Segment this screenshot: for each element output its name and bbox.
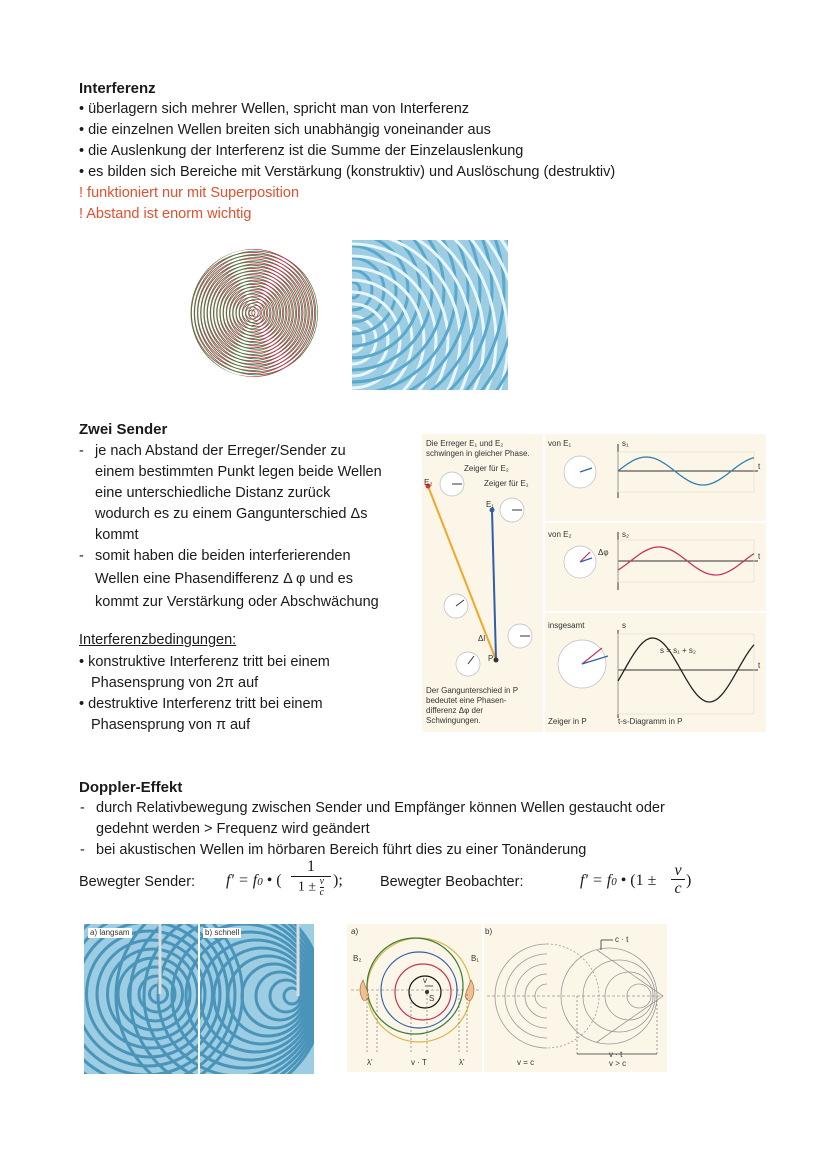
text-line: Phasensprung von π auf [91, 717, 251, 733]
label-c-t: c · t [615, 935, 629, 944]
label-t: t [758, 661, 761, 670]
label-v-t: v · T [411, 1058, 427, 1067]
label-von-e1: von E₁ [548, 439, 572, 448]
label-s2: s₂ [622, 530, 630, 539]
bedingung-konstruktiv [79, 652, 330, 694]
label-b1: B₁ [471, 954, 480, 963]
bedingung-destruktiv [79, 694, 323, 736]
label-p: P [488, 654, 494, 663]
interferenz-note-1: ! funktioniert nur mit Superposition [79, 185, 300, 201]
label-b2: B₂ [353, 954, 362, 963]
label-insgesamt: insgesamt [548, 621, 585, 630]
label-delta-l: Δl [478, 634, 486, 643]
text-line: differenz Δφ der [426, 706, 484, 715]
label-v-t-2: v · t [609, 1050, 623, 1059]
label-e2: E₂ [424, 478, 433, 487]
label-zeiger-in-p: Zeiger in P [548, 717, 587, 726]
text-line: Wellen eine Phasendifferenz Δ φ und es [95, 571, 353, 587]
zwei-sender-figure [422, 434, 766, 732]
doppler-dash-1 [96, 798, 665, 840]
label-t: t [758, 552, 761, 561]
ripple-tank-interference-image [352, 240, 508, 390]
text-line: Phasensprung von 2π auf [91, 675, 259, 691]
zwei-sender-dash-1 [95, 441, 382, 546]
label-v: v [423, 976, 427, 985]
path-e1 [492, 510, 496, 660]
text-line: gedehnt werden > Frequenz wird geändert [96, 821, 370, 837]
label-sum: s = s₁ + s₂ [660, 646, 697, 655]
text-line: • konstruktive Interferenz tritt bei einem [79, 652, 330, 673]
formula-fraction-v-c: v c [671, 862, 685, 897]
label-s1: s₁ [622, 439, 629, 448]
interferenz-bullet-1: • überlagern sich mehrer Wellen, spricht man von Interferenz [79, 99, 469, 120]
label-langsam: a) langsam [90, 928, 130, 937]
label-v-gt-c: v > c [609, 1059, 627, 1068]
formula-close: ); [333, 872, 343, 889]
text-line: - somit haben die beiden interferierenden [95, 545, 379, 568]
concentric-interference-image [176, 246, 332, 380]
text-line: Schwingungen. [426, 716, 481, 725]
text-line: • destruktive Interferenz tritt bei einem [79, 694, 323, 715]
doppler-ripple-photos [84, 924, 314, 1074]
p-point [494, 658, 499, 663]
path-e2 [428, 486, 496, 660]
text-line: bedeutet eine Phasen- [426, 696, 507, 705]
label-t: t [758, 462, 761, 471]
label-a: a) [351, 927, 359, 936]
label-lambda-1: λ' [367, 1058, 373, 1067]
doppler-diagram-figure [347, 924, 667, 1072]
bewegter-sender-label: Bewegter Sender: [79, 874, 196, 890]
label-zeiger-e2: Zeiger für E₂ [464, 464, 509, 473]
label-v-eq-c: v = c [517, 1058, 535, 1067]
text-line: einem bestimmten Punkt legen beide Wellen [95, 464, 382, 480]
label-schnell: b) schnell [205, 928, 240, 937]
label-e1: E₁ [486, 500, 495, 509]
text-line: - je nach Abstand der Erreger/Sender zu [95, 441, 382, 462]
figure-caption-bottom [426, 686, 518, 726]
bewegter-beobachter-label: Bewegter Beobachter: [380, 874, 524, 890]
text-line: schwingen in gleicher Phase. [426, 449, 530, 458]
label-zeiger-e1: Zeiger für E₁ [484, 479, 529, 488]
text-line: kommt zur Verstärkung oder Abschwächung [95, 594, 379, 610]
text-line: eine unterschiedliche Distanz zurück [95, 485, 331, 501]
label-von-e2: von E₂ [548, 530, 572, 539]
label-s: s [622, 621, 626, 630]
text-line: kommt [95, 527, 139, 543]
text-line: wodurch es zu einem Gangunterschied Δs [95, 506, 368, 522]
label-delta-phi: Δφ [598, 548, 609, 557]
label-ts-diagramm: t-s-Diagramm in P [618, 717, 683, 726]
text-line: - durch Relativbewegung zwischen Sender und Empfänger können Wellen gestaucht oder [96, 798, 665, 819]
label-s-source: S [429, 994, 435, 1003]
interferenz-bullet-2: • die einzelnen Wellen breiten sich unabhängig voneinander aus [79, 120, 491, 141]
formula-bewegter-sender: f′ = f0 • ( [226, 872, 282, 889]
text-line: Die Erreger E₁ und E₂ [426, 439, 504, 448]
interferenz-bullet-3: • die Auslenkung der Interferenz ist die Summe der Einzelauslenkung [79, 141, 523, 162]
label-lambda-2: λ' [459, 1058, 465, 1067]
section-title-interferenz: Interferenz [79, 80, 156, 97]
doppler-dash-2: - bei akustischen Wellen im hörbaren Bereich führt dies zu einer Tonänderung [96, 840, 586, 861]
zwei-sender-dash-2 [95, 545, 379, 614]
formula-close: ) [686, 872, 692, 889]
formula-fraction: 1 1 ± $\frac{v}{c}$ [291, 858, 331, 898]
formula-bewegter-beobachter: f′ = f0 • (1 ± [580, 872, 657, 889]
interferenz-bullet-4: • es bilden sich Bereiche mit Verstärkung (konstruktiv) und Auslöschung (destruktiv) [79, 162, 615, 183]
interferenz-note-2: ! Abstand ist enorm wichtig [79, 206, 252, 222]
text-line: Der Gangunterschied in P [426, 686, 519, 695]
section-title-doppler: Doppler-Effekt [79, 779, 183, 796]
section-title-zwei-sender: Zwei Sender [79, 421, 168, 438]
label-b: b) [485, 927, 493, 936]
interferenzbedingungen-title: Interferenzbedingungen: [79, 632, 237, 648]
